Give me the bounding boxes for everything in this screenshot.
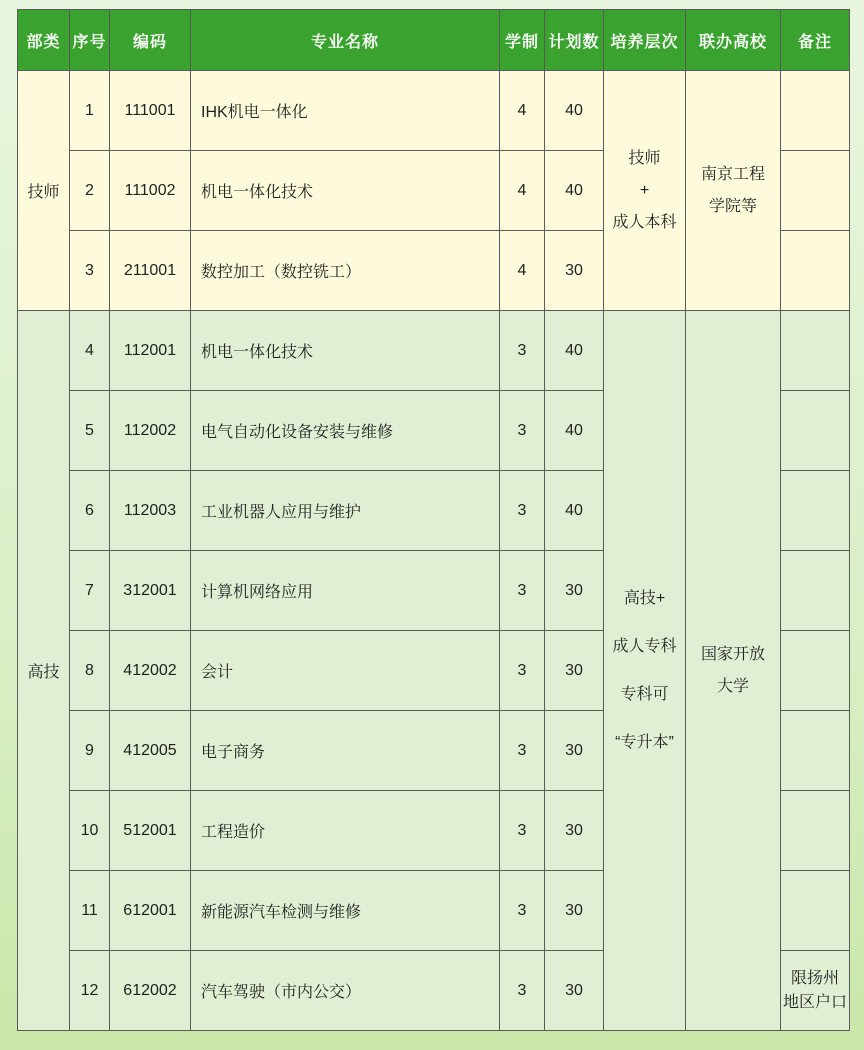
row-major-name: 工程造价 (191, 791, 500, 871)
row-number: 1 (70, 71, 110, 151)
training-level-gaoji (604, 311, 686, 1031)
row-number: 6 (70, 471, 110, 551)
header-category: 部类 (18, 10, 70, 71)
training-level-line: 高技+ (623, 589, 666, 607)
row-major-name: 电子商务 (191, 711, 500, 791)
row-remarks (781, 631, 850, 711)
row-code: 612001 (110, 871, 191, 951)
training-level-line: 技师 (628, 149, 661, 167)
partner-university-jishi (686, 71, 781, 311)
row-major-name: 汽车驾驶（市内公交） (191, 951, 500, 1031)
row-remarks (781, 711, 850, 791)
row-remarks (781, 551, 850, 631)
training-level-line: “专升本” (615, 733, 674, 751)
row-major-name: 工业机器人应用与维护 (191, 471, 500, 551)
row-major-name: 新能源汽车检测与维修 (191, 871, 500, 951)
university-line: 南京工程 (700, 165, 765, 183)
row-number: 5 (70, 391, 110, 471)
row-plan-count: 30 (545, 871, 604, 951)
row-major-name: 数控加工（数控铣工） (191, 231, 500, 311)
header-plan-count: 计划数 (545, 10, 604, 71)
row-remarks (781, 471, 850, 551)
row-duration: 3 (500, 471, 545, 551)
row-code: 412005 (110, 711, 191, 791)
row-duration: 4 (500, 71, 545, 151)
category-cell-jishi: 技师 (18, 71, 70, 311)
row-duration: 3 (500, 391, 545, 471)
header-code: 编码 (110, 10, 191, 71)
row-plan-count: 40 (545, 311, 604, 391)
row-code: 112003 (110, 471, 191, 551)
row-remarks (781, 311, 850, 391)
row-number: 4 (70, 311, 110, 391)
row-duration: 3 (500, 951, 545, 1031)
training-level-line: 成人专科 (612, 637, 677, 655)
row-number: 7 (70, 551, 110, 631)
header-partner-university: 联办高校 (686, 10, 781, 71)
header-number: 序号 (70, 10, 110, 71)
row-major-name: IHK机电一体化 (191, 71, 500, 151)
row-remarks (781, 871, 850, 951)
row-remarks (781, 231, 850, 311)
row-duration: 3 (500, 871, 545, 951)
row-plan-count: 40 (545, 471, 604, 551)
row-plan-count: 40 (545, 151, 604, 231)
row-plan-count: 40 (545, 71, 604, 151)
table-row (18, 311, 850, 391)
training-level-line: 专科可 (620, 685, 669, 703)
row-code: 111001 (110, 71, 191, 151)
row-plan-count: 30 (545, 631, 604, 711)
row-code: 512001 (110, 791, 191, 871)
row-plan-count: 30 (545, 551, 604, 631)
row-duration: 3 (500, 631, 545, 711)
row-number: 8 (70, 631, 110, 711)
row-duration: 4 (500, 151, 545, 231)
university-line: 大学 (716, 677, 749, 695)
row-duration: 3 (500, 711, 545, 791)
row-plan-count: 40 (545, 391, 604, 471)
row-plan-count: 30 (545, 951, 604, 1031)
row-duration: 3 (500, 311, 545, 391)
row-remarks (781, 791, 850, 871)
remark-line: 限扬州 (790, 969, 839, 987)
header-remarks: 备注 (781, 10, 850, 71)
row-remarks (781, 951, 850, 1031)
row-duration: 3 (500, 551, 545, 631)
university-line: 学院等 (708, 197, 757, 215)
row-major-name: 机电一体化技术 (191, 311, 500, 391)
remark-line: 地区户口 (782, 993, 847, 1011)
enrollment-table (17, 9, 850, 1031)
category-cell-gaoji: 高技 (18, 311, 70, 1031)
row-number: 2 (70, 151, 110, 231)
university-line: 国家开放 (700, 645, 765, 663)
row-remarks (781, 151, 850, 231)
partner-university-gaoji (686, 311, 781, 1031)
row-code: 111002 (110, 151, 191, 231)
row-code: 412002 (110, 631, 191, 711)
row-major-name: 电气自动化设备安装与维修 (191, 391, 500, 471)
row-major-name: 机电一体化技术 (191, 151, 500, 231)
row-code: 112001 (110, 311, 191, 391)
row-number: 3 (70, 231, 110, 311)
row-number: 12 (70, 951, 110, 1031)
row-number: 11 (70, 871, 110, 951)
training-level-line: 成人本科 (612, 213, 677, 231)
table-row (18, 71, 850, 151)
row-code: 612002 (110, 951, 191, 1031)
row-major-name: 会计 (191, 631, 500, 711)
training-level-jishi (604, 71, 686, 311)
header-major-name: 专业名称 (191, 10, 500, 71)
row-duration: 4 (500, 231, 545, 311)
row-code: 312001 (110, 551, 191, 631)
row-remarks (781, 71, 850, 151)
header-training-level: 培养层次 (604, 10, 686, 71)
row-plan-count: 30 (545, 791, 604, 871)
row-code: 112002 (110, 391, 191, 471)
row-major-name: 计算机网络应用 (191, 551, 500, 631)
training-level-line: + (639, 181, 650, 199)
header-row (18, 10, 850, 71)
row-number: 10 (70, 791, 110, 871)
row-number: 9 (70, 711, 110, 791)
row-plan-count: 30 (545, 231, 604, 311)
row-plan-count: 30 (545, 711, 604, 791)
row-duration: 3 (500, 791, 545, 871)
row-code: 211001 (110, 231, 191, 311)
row-remarks (781, 391, 850, 471)
header-duration: 学制 (500, 10, 545, 71)
